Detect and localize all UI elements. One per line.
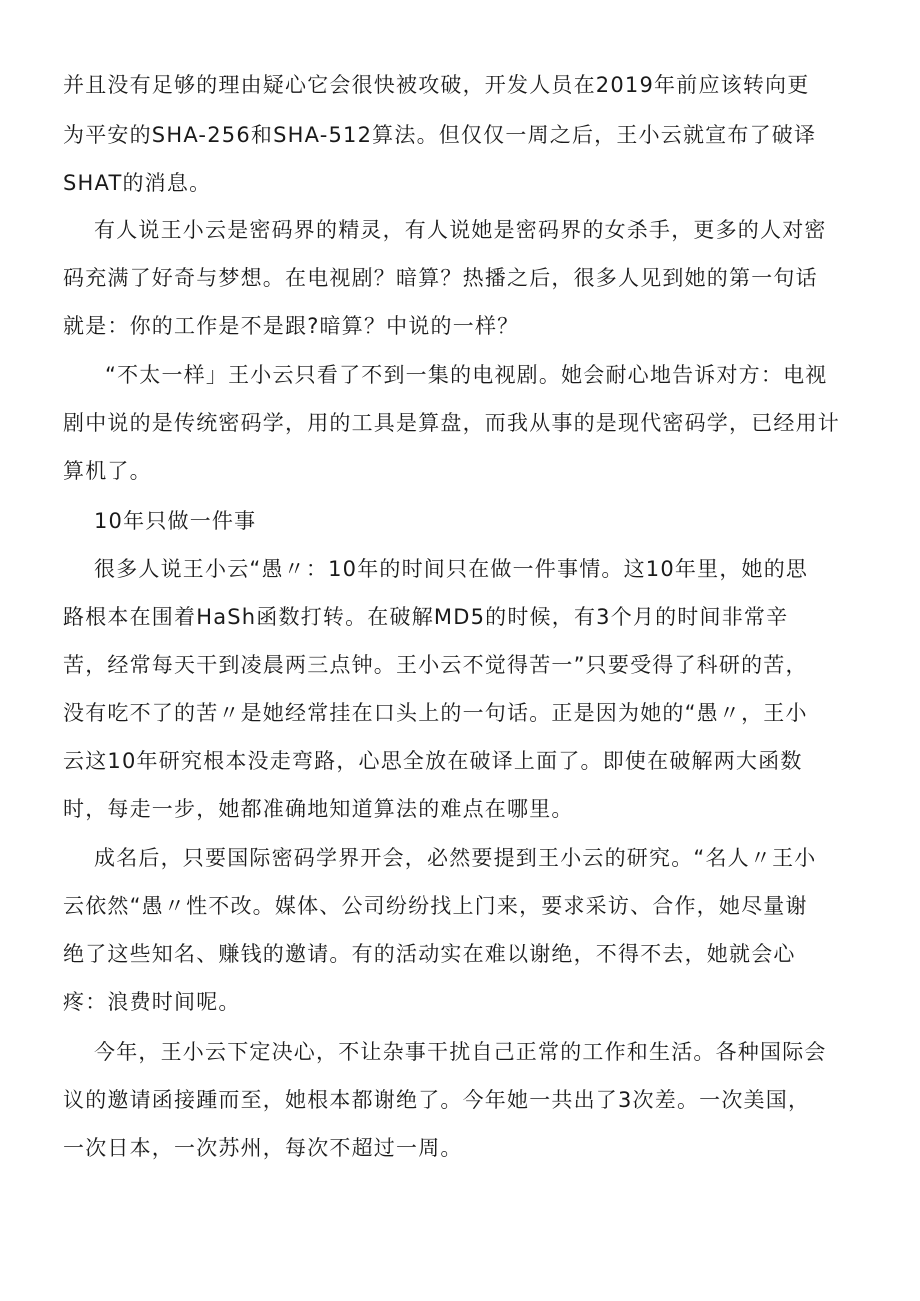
text-line: 今年，王小云下定决心，不让杂事干扰自己正常的工作和生活。各种国际会 (94, 1040, 827, 1064)
text-line: 路根本在围着HaSh函数打转。在破解MD5的时候，有3个月的时间非常辛 (63, 605, 789, 629)
text-line: SHAT的消息。 (63, 171, 212, 195)
text-line: 码充满了好奇与梦想。在电视剧？暗算？热播之后，很多人见到她的第一句话 (63, 266, 818, 290)
text-line: “不太一样」王小云只看了不到一集的电视剧。她会耐心地告诉对方：电视 (105, 363, 828, 387)
text-line: 绝了这些知名、赚钱的邀请。有的活动实在难以谢绝，不得不去，她就会心 (63, 942, 796, 966)
text-line: 没有吃不了的苦〃是她经常挂在口头上的一句话。正是因为她的“愚〃，王小 (63, 701, 808, 725)
text-line: 时，每走一步，她都准确地知道算法的难点在哪里。 (63, 797, 574, 821)
text-line: 很多人说王小云“愚〃：10年的时间只在做一件事情。这10年里，她的思 (94, 557, 809, 581)
text-line: 算机了。 (63, 459, 152, 483)
text-line: 就是：你的工作是不是跟?暗算？中说的一样？ (63, 314, 520, 338)
text-line: 议的邀请函接踵而至，她根本都谢绝了。今年她一共出了3次差。一次美国， (63, 1088, 811, 1112)
text-line: 剧中说的是传统密码学，用的工具是算盘，而我从事的是现代密码学，已经用计 (63, 411, 840, 435)
text-line: 苦，经常每天干到凌晨两三点钟。王小云不觉得苦一”只要受得了科研的苦， (63, 653, 808, 677)
text-line: 有人说王小云是密码界的精灵，有人说她是密码界的女杀手，更多的人对密 (94, 218, 827, 242)
section-heading: 10年只做一件事 (94, 509, 257, 533)
text-line: 为平安的SHA-256和SHA-512算法。但仅仅一周之后，王小云就宣布了破译 (63, 123, 817, 147)
text-line: 云这10年研究根本没走弯路，心思全放在破译上面了。即使在破解两大函数 (63, 749, 803, 773)
text-line: 一次日本，一次苏州，每次不超过一周。 (63, 1136, 463, 1160)
text-line: 并且没有足够的理由疑心它会很快被攻破，开发人员在2019年前应该转向更 (63, 73, 810, 97)
text-line: 云依然“愚〃性不改。媒体、公司纷纷找上门来，要求采访、合作，她尽量谢 (63, 894, 808, 918)
text-line: 成名后，只要国际密码学界开会，必然要提到王小云的研究。“名人〃王小 (94, 846, 817, 870)
text-line: 疼：浪费时间呢。 (63, 990, 241, 1014)
